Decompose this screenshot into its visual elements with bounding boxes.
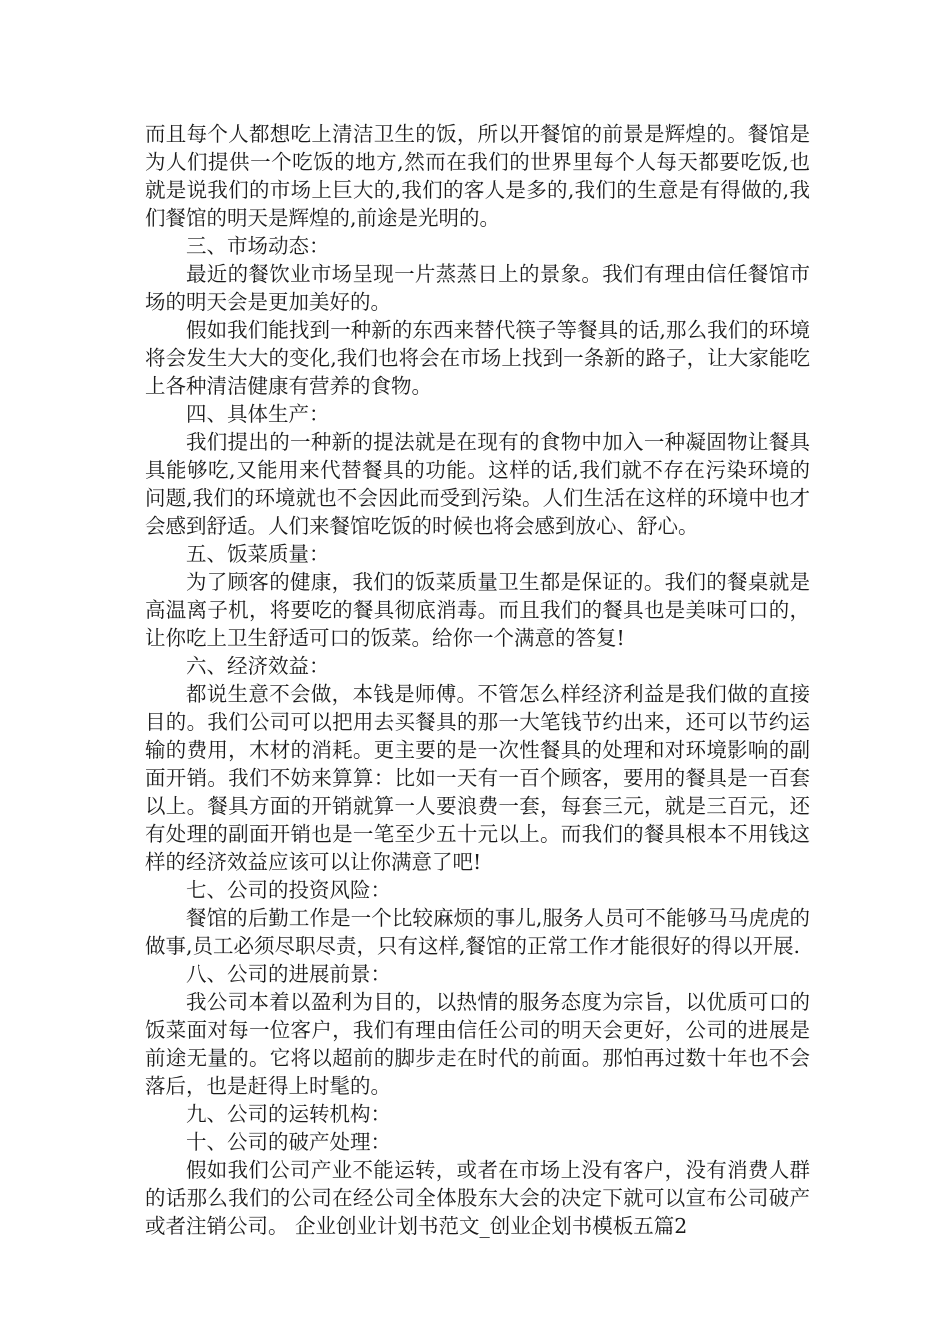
heading-investment-risk: 七、公司的投资风险： [186, 878, 391, 902]
heading-economic-benefit: 六、经济效益： [186, 654, 330, 678]
heading-production: 四、具体生产： [186, 402, 330, 426]
heading-operating-structure: 九、公司的运转机构： [186, 1102, 391, 1126]
paragraph-development-prospect: 我公司本着以盈利为目的，以热情的服务态度为宗旨，以优质可口的饭菜面对每一位客户，我们有理由信任公司的明天会更好，公司的进展是前途无量的。它将以超前的脚步走在时代的前面。那怕再过数十年也不会落后，也是赶得上时髦的。 [145, 990, 810, 1098]
heading-food-quality: 五、饭菜质量： [186, 542, 330, 566]
paragraph-bankruptcy: 假如我们公司产业不能运转，或者在市场上没有客户，没有消费人群的话那么我们的公司在经公司全体股东大会的决定下就可以宣布公司破产或者注销公司。 企业创业计划书范文_创业企划书模板五篇2 [145, 1158, 810, 1238]
paragraph-investment-risk: 餐馆的后勤工作是一个比较麻烦的事儿,服务人员可不能够马马虎虎的做事,员工必须尽职尽责，只有这样,餐馆的正常工作才能很好的得以开展. [145, 906, 810, 958]
paragraph-food-quality: 为了顾客的健康，我们的饭菜质量卫生都是保证的。我们的餐桌就是高温离子机，将要吃的餐具彻底消毒。而且我们的餐具也是美味可口的，让你吃上卫生舒适可口的饭菜。给你一个满意的答复! [145, 570, 810, 650]
paragraph-chopstick-replacement: 假如我们能找到一种新的东西来替代筷子等餐具的话,那么我们的环境将会发生大大的变化,我们也将会在市场上找到一条新的路子，让大家能吃上各种清洁健康有营养的食物。 [145, 318, 810, 398]
document-body [145, 120, 810, 1240]
heading-bankruptcy: 十、公司的破产处理： [186, 1130, 391, 1154]
paragraph-market-outlook: 最近的餐饮业市场呈现一片蒸蒸日上的景象。我们有理由信任餐馆市场的明天会是更加美好的。 [145, 262, 810, 314]
heading-market-dynamics: 三、市场动态： [186, 234, 330, 258]
paragraph-economic-benefit: 都说生意不会做，本钱是师傅。不管怎么样经济利益是我们做的直接目的。我们公司可以把用去买餐具的那一大笔钱节约出来，还可以节约运输的费用，木材的消耗。更主要的是一次性餐具的处理和对环境影响的副面开销。我们不妨来算算：比如一天有一百个顾客，要用的餐具是一百套以上。餐具方面的开销就算一人要浪费一套，每套三元，就是三百元，还有处理的副面开销也是一笔至少五十元以上。而我们的餐具根本不用钱这样的经济效益应该可以让你满意了吧! [145, 682, 810, 874]
paragraph-production: 我们提出的一种新的提法就是在现有的食物中加入一种凝固物让餐具具能够吃,又能用来代替餐具的功能。这样的话,我们就不存在污染环境的问题,我们的环境就也不会因此而受到污染。人们生活在这样的环境中也才会感到舒适。人们来餐馆吃饭的时候也将会感到放心、舒心。 [145, 430, 810, 538]
heading-development-prospect: 八、公司的进展前景： [186, 962, 391, 986]
paragraph-intro: 而且每个人都想吃上清洁卫生的饭，所以开餐馆的前景是辉煌的。餐馆是为人们提供一个吃饭的地方,然而在我们的世界里每个人每天都要吃饭,也就是说我们的市场上巨大的,我们的客人是多的,我们的生意是有得做的,我们餐馆的明天是辉煌的,前途是光明的。 [145, 122, 810, 230]
